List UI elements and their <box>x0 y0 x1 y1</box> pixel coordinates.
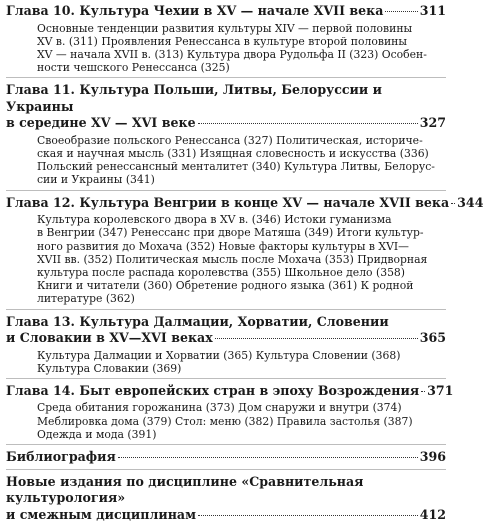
toc-heading-title[interactable]: и смежным дисциплинам <box>6 506 197 522</box>
toc-page-number: 311 <box>419 3 446 18</box>
toc-entry-chapter-11[interactable] <box>6 82 446 190</box>
toc-subtopics <box>37 349 446 375</box>
toc-page-number: 412 <box>419 506 446 522</box>
table-of-contents <box>6 3 483 530</box>
leader-dots <box>385 11 417 12</box>
toc-subtopics <box>37 22 446 75</box>
subtopic-line: Польский ренессансный менталитет (340) Культура Литвы, Белорус- <box>37 160 435 174</box>
subtopic-line: сии и Украины (341) <box>37 173 155 187</box>
toc-heading-title[interactable]: Глава 12. Культура Венгрии в конце XV — начале XVII века <box>6 194 450 210</box>
toc-heading-line[interactable] <box>6 507 446 524</box>
subtopic-line: Основные тенденции развития культуры XIV — первой половины <box>37 21 413 35</box>
toc-subtopics <box>37 213 446 305</box>
toc-heading-title[interactable]: Библиография <box>6 449 116 465</box>
toc-subtopics <box>37 134 446 187</box>
toc-page-number: 327 <box>419 115 446 131</box>
subtopic-line: культура после распада королевства (355) Школьное дело (358) <box>37 265 406 279</box>
toc-heading-first-line[interactable]: Глава 11. Культура Польши, Литвы, Белоруссии и Украины <box>6 82 382 114</box>
toc-heading-title[interactable]: Глава 10. Культура Чехии в XV — начале XVII века <box>6 3 384 18</box>
subtopic-line: Одежда и мода (391) <box>37 427 157 441</box>
toc-entry-bibliography[interactable] <box>6 449 446 470</box>
subtopic-line: Книги и читатели (360) Обретение родного языка (361) К родной <box>37 279 414 293</box>
toc-heading-title[interactable]: в середине XV — XVI веке <box>6 115 196 131</box>
subtopic-line: Меблировка дома (379) Стол: меню (382) Правила застолья (387) <box>37 414 413 428</box>
leader-dots <box>215 338 418 339</box>
subtopic-line: XVII вв. (352) Политическая мысль после Мохача (353) Придворная <box>37 252 428 266</box>
subtopic-line: Культура Словакии (369) <box>37 361 182 375</box>
toc-heading-line[interactable] <box>6 3 446 20</box>
leader-dots <box>421 391 425 392</box>
leader-dots <box>198 515 418 516</box>
leader-dots <box>198 123 418 124</box>
toc-subtopics <box>37 401 446 441</box>
subtopic-line: в Венгрии (347) Ренессанс при дворе Матяша (349) Итоги культур- <box>37 226 424 240</box>
subtopic-line: Среда обитания горожанина (373) Дом снаружи и внутри (374) <box>37 401 402 415</box>
toc-entry-new-editions[interactable] <box>6 474 446 527</box>
toc-heading-first-line[interactable]: Новые издания по дисциплине «Сравнительная культурология» <box>6 473 364 506</box>
toc-heading-title[interactable]: и Словакии в XV—XVI веках <box>6 330 213 346</box>
toc-heading-line[interactable] <box>6 194 483 212</box>
subtopic-line: XV в. (311) Проявления Ренессанса в культуре второй половины <box>37 34 407 48</box>
toc-heading-line[interactable] <box>6 115 446 132</box>
toc-heading-line[interactable] <box>6 382 454 400</box>
toc-heading-first-line[interactable]: Глава 13. Культура Далмации, Хорватии, Словении <box>6 313 389 329</box>
subtopic-line: Своеобразие польского Ренессанса (327) Политическая, историче- <box>37 133 423 147</box>
subtopic-line: ская и научная мысль (331) Изящная словесность и искусства (336) <box>37 147 429 161</box>
toc-page-number: 344 <box>457 194 483 210</box>
toc-page-number: 371 <box>427 382 454 398</box>
subtopic-line: XV — начала XVII в. (313) Культура двора Рудольфа II (323) Особен- <box>37 47 427 61</box>
toc-heading-line[interactable] <box>6 449 446 466</box>
leader-dots <box>118 457 418 458</box>
subtopic-line: Культура Далмации и Хорватии (365) Культура Словении (368) <box>37 348 401 362</box>
toc-entry-chapter-10[interactable] <box>6 3 446 78</box>
subtopic-line: литературе (362) <box>37 292 135 306</box>
toc-heading-line[interactable] <box>6 330 446 347</box>
toc-heading-title[interactable]: Глава 14. Быт европейских стран в эпоху Возрождения <box>6 382 420 398</box>
subtopic-line: Культура королевского двора в XV в. (346) Истоки гуманизма <box>37 213 392 227</box>
toc-page-number: 365 <box>419 330 446 346</box>
subtopic-line: ного развития до Мохача (352) Новые факторы культуры в XVI— <box>37 239 409 253</box>
leader-dots <box>451 203 455 204</box>
subtopic-line: ности чешского Ренессанса (325) <box>37 61 230 75</box>
toc-page-number: 396 <box>419 449 446 465</box>
toc-entry-chapter-13[interactable] <box>6 314 446 379</box>
toc-entry-chapter-14[interactable] <box>6 382 454 445</box>
toc-entry-chapter-12[interactable] <box>6 194 483 310</box>
